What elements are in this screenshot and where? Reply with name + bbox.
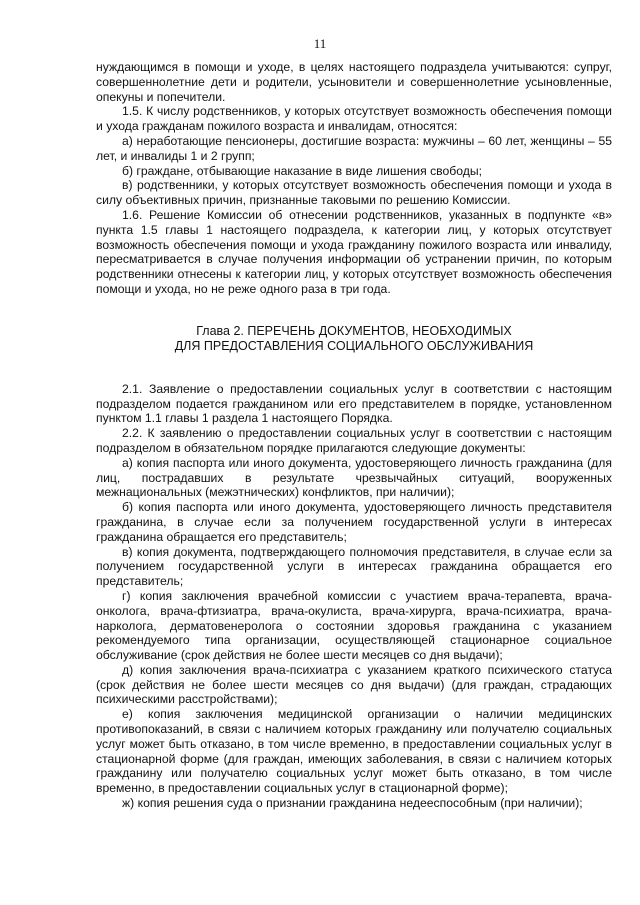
paragraph: ж) копия решения суда о признании гражданина недееспособным (при наличии);	[122, 796, 583, 811]
paragraph: в) копия документа, подтверждающего полномочия представителя, в случае если за получением государственной услуги в интересах гражданина обращается его представитель;	[96, 544, 612, 589]
section-after-heading	[96, 382, 612, 811]
paragraph: 2.1. Заявление о предоставлении социальных услуг в соответствии с настоящим подразделом подается гражданином или его представителем в порядке, установленном пунктом 1.1 главы 1 раздела 1 настоящего Порядка.	[96, 381, 612, 426]
chapter-heading	[96, 324, 612, 354]
page-number: 11	[313, 36, 327, 51]
paragraph: нуждающимся в помощи и уходе, в целях настоящего подраздела учитываются: супруг, совершеннолетние дети и родители, усыновители и совершеннолетние усыновленные, опекуны и попечители.	[96, 60, 612, 104]
paragraph: б) копия паспорта или иного документа, удостоверяющего личность представителя гражданина, в случае если за получением государственной услуги в интересах гражданина обращается его представитель;	[96, 500, 612, 544]
paragraph: в) родственники, у которых отсутствует возможность обеспечения помощи и ухода в силу объективных причин, признанные таковыми по решению Комиссии.	[96, 178, 612, 208]
chapter-heading-line-2: ДЛЯ ПРЕДОСТАВЛЕНИЯ СОЦИАЛЬНОГО ОБСЛУЖИВАНИЯ	[174, 338, 534, 353]
paragraph: д) копия заключения врача-психиатра с указанием краткого психического статуса (срок действия не более шести месяцев со дня выдачи) (для граждан, страдающих психическими расстройствами);	[96, 662, 612, 707]
document-body	[96, 60, 612, 811]
paragraph: б) граждане, отбывающие наказание в виде лишения свободы;	[122, 163, 483, 178]
section-before-heading	[96, 60, 612, 297]
paragraph: а) копия паспорта или иного документа, удостоверяющего личность гражданина (для лиц, пострадавших в результате чрезвычайных ситуаций, вооруженных межнациональных (межэтнических) конфликтов, при наличии);	[96, 455, 612, 500]
paragraph: 2.2. К заявлению о предоставлении социальных услуг в соответствии с настоящим подразделом в обязательном порядке прилагаются следующие документы:	[96, 426, 612, 455]
paragraph: 1.6. Решение Комиссии об отнесении родственников, указанных в подпункте «в» пункта 1.5 главы 1 настоящего подраздела, к категории лиц, у которых отсутствует возможность обеспечения помощи и ухода гражданину пожилого возраста или инвалиду, пересматривается в случае получения информации об устранении причин, по которым родственники отнесены к категории лиц, у которых отсутствует возможность обеспечения помощи и ухода, но не реже одного раза в три года.	[96, 207, 612, 296]
chapter-heading-line-1: Глава 2. ПЕРЕЧЕНЬ ДОКУМЕНТОВ, НЕОБХОДИМЫХ	[196, 323, 512, 338]
paragraph: е) копия заключения медицинской организации о наличии медицинских противопоказаний, в связи с наличием которых гражданину или получателю социальных услуг может быть отказано, в том числе временно, в предоставлении социальных услуг в стационарной форме (для граждан, имеющих заболевания, в связи с наличием которых гражданину или получателю социальных услуг может быть отказано, в том числе временно, в предоставлении социальных услуг в стационарной форме);	[96, 707, 612, 796]
paragraph: а) неработающие пенсионеры, достигшие возраста: мужчины – 60 лет, женщины – 55 лет, и инвалиды 1 и 2 групп;	[96, 133, 612, 163]
paragraph: 1.5. К числу родственников, у которых отсутствует возможность обеспечения помощи и ухода гражданам пожилого возраста и инвалидам, относятся:	[96, 104, 612, 134]
paragraph: г) копия заключения врачебной комиссии с участием врача-терапевта, врача-онколога, врача-фтизиатра, врача-окулиста, врача-хирурга, врача-психиатра, врача-нарколога, дерматовенеролога о состоянии здоровья гражданина с указанием рекомендуемого типа организации, осуществляющей стационарное социальное обслуживание (срок действия не более шести месяцев со дня выдачи);	[96, 588, 612, 663]
